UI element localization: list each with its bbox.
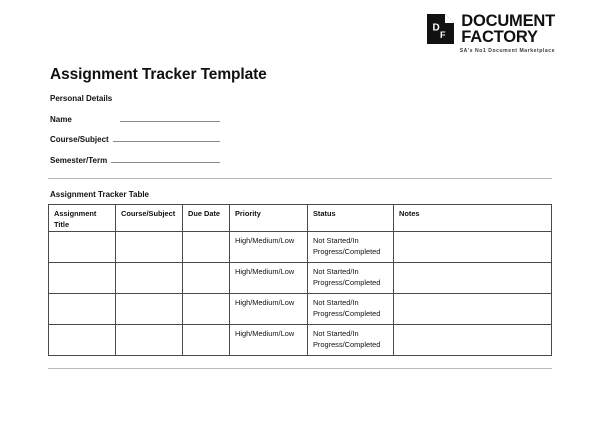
cell-course-subject[interactable]	[116, 294, 183, 325]
cell-due-date[interactable]	[183, 232, 230, 263]
column-header-priority: Priority	[230, 205, 308, 232]
field-name-input[interactable]	[120, 112, 220, 122]
assignment-tracker-table	[48, 204, 552, 356]
page-title: Assignment Tracker Template	[50, 66, 267, 83]
cell-priority[interactable]: High/Medium/Low	[230, 325, 308, 356]
divider-top	[48, 178, 552, 179]
field-course-subject-input[interactable]	[113, 132, 220, 142]
cell-assignment-title[interactable]	[49, 263, 116, 294]
table-row	[49, 232, 552, 263]
column-header-status: Status	[308, 205, 394, 232]
cell-due-date[interactable]	[183, 263, 230, 294]
personal-details-heading: Personal Details	[50, 94, 113, 103]
field-semester-term-label: Semester/Term	[50, 156, 108, 165]
brand-row	[427, 13, 555, 45]
cell-notes[interactable]	[394, 263, 552, 294]
table-body	[49, 232, 552, 356]
svg-text:D: D	[432, 22, 440, 34]
field-course-subject	[50, 132, 220, 144]
field-semester-term	[50, 153, 220, 165]
field-semester-term-input[interactable]	[111, 153, 220, 163]
table-header-row	[49, 205, 552, 232]
brand-wordmark	[461, 13, 555, 45]
cell-assignment-title[interactable]	[49, 232, 116, 263]
brand-name-line2: FACTORY	[461, 28, 538, 46]
tracker-table-heading: Assignment Tracker Table	[50, 190, 149, 199]
table-header	[49, 205, 552, 232]
table-row	[49, 325, 552, 356]
column-header-notes: Notes	[394, 205, 552, 232]
cell-course-subject[interactable]	[116, 325, 183, 356]
divider-bottom	[48, 368, 552, 369]
column-header-assignment-title: Assignment Title	[49, 205, 116, 232]
cell-priority[interactable]: High/Medium/Low	[230, 294, 308, 325]
document-logo-icon	[427, 14, 454, 44]
cell-notes[interactable]	[394, 294, 552, 325]
cell-assignment-title[interactable]	[49, 325, 116, 356]
table-row	[49, 263, 552, 294]
cell-assignment-title[interactable]	[49, 294, 116, 325]
cell-notes[interactable]	[394, 325, 552, 356]
column-header-course-subject: Course/Subject	[116, 205, 183, 232]
cell-status[interactable]: Not Started/In Progress/Completed	[308, 263, 394, 294]
table-row	[49, 294, 552, 325]
cell-priority[interactable]: High/Medium/Low	[230, 232, 308, 263]
cell-status[interactable]: Not Started/In Progress/Completed	[308, 294, 394, 325]
brand-name-line1: DOCUMENT	[461, 12, 555, 30]
field-name	[50, 112, 220, 124]
cell-course-subject[interactable]	[116, 263, 183, 294]
cell-status[interactable]: Not Started/In Progress/Completed	[308, 325, 394, 356]
column-header-due-date: Due Date	[183, 205, 230, 232]
field-course-subject-label: Course/Subject	[50, 135, 109, 144]
field-name-label: Name	[50, 115, 72, 124]
cell-due-date[interactable]	[183, 325, 230, 356]
cell-status[interactable]: Not Started/In Progress/Completed	[308, 232, 394, 263]
brand-tagline: SA's No1 Document Marketplace	[459, 48, 555, 54]
cell-priority[interactable]: High/Medium/Low	[230, 263, 308, 294]
svg-text:F: F	[440, 30, 446, 40]
cell-course-subject[interactable]	[116, 232, 183, 263]
brand-logo	[427, 13, 555, 54]
cell-due-date[interactable]	[183, 294, 230, 325]
cell-notes[interactable]	[394, 232, 552, 263]
